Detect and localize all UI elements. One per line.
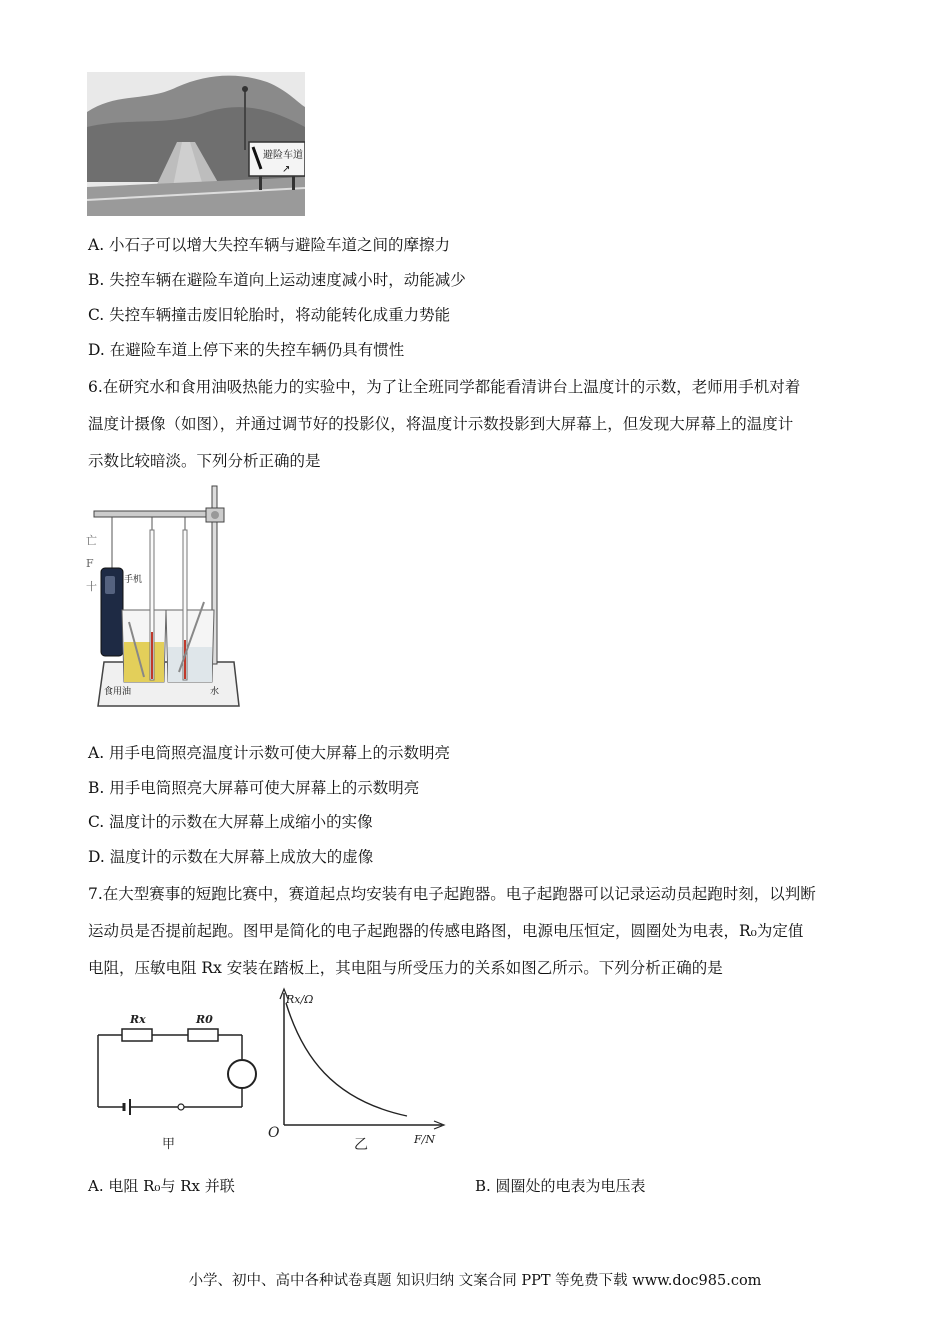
experiment-svg bbox=[84, 482, 244, 714]
q6-option-a: A. 用手电筒照亮温度计示数可使大屏幕上的示数明亮 bbox=[88, 744, 451, 762]
q6-stem-line-1: 6.在研究水和食用油吸热能力的实验中，为了让全班同学都能看清讲台上温度计的示数，老师用手机对着 bbox=[88, 378, 801, 396]
ramp-sign-text: 避险车道 bbox=[263, 150, 303, 161]
graph-svg bbox=[262, 985, 452, 1155]
r0-label: R0 bbox=[196, 1013, 213, 1026]
q7-option-b: B. 圆圈处的电表为电压表 bbox=[475, 1177, 646, 1195]
q5-option-b: B. 失控车辆在避险车道向上运动速度减小时，动能减少 bbox=[88, 271, 466, 289]
y-axis-label: Rx/Ω bbox=[286, 993, 314, 1006]
x-axis-label: F/N bbox=[414, 1133, 435, 1146]
rx-curve bbox=[286, 1003, 407, 1116]
q5-option-a: A. 小石子可以增大失控车辆与避险车道之间的摩擦力 bbox=[88, 236, 451, 254]
oil-label: 食用油 bbox=[104, 687, 132, 697]
origin-label: O bbox=[268, 1125, 280, 1141]
circuit-diagram-jia bbox=[90, 1005, 260, 1155]
svg-text:↗: ↗ bbox=[282, 164, 291, 175]
q7-stem-line-2: 运动员是否提前起跑。图甲是简化的电子起跑器的传感电路图，电源电压恒定，圆圈处为电表，R₀为定值 bbox=[88, 922, 804, 940]
r0-resistor-icon bbox=[188, 1029, 218, 1041]
switch-icon bbox=[178, 1104, 184, 1110]
page-footer: 小学、初中、高中各种试卷真题 知识归纳 文案合同 PPT 等免费下载 www.doc985.com bbox=[188, 1273, 762, 1289]
svg-text:十: 十 bbox=[86, 580, 97, 593]
rx-resistor-icon bbox=[122, 1029, 152, 1041]
meter-circle-icon bbox=[228, 1060, 256, 1088]
q6-option-c: C. 温度计的示数在大屏幕上成缩小的实像 bbox=[88, 813, 373, 831]
q6-option-d: D. 温度计的示数在大屏幕上成放大的虚像 bbox=[88, 848, 374, 866]
q6-stem-line-2: 温度计摄像（如图），并通过调节好的投影仪，将温度计示数投影到大屏幕上，但发现大屏幕上的温度计 bbox=[88, 415, 794, 433]
water-label: 水 bbox=[210, 687, 220, 697]
q6-option-b: B. 用手电筒照亮大屏幕可使大屏幕上的示数明亮 bbox=[88, 779, 420, 797]
q5-option-d: D. 在避险车道上停下来的失控车辆仍具有惯性 bbox=[88, 341, 405, 359]
phone-label: 手机 bbox=[124, 575, 143, 585]
svg-text:F: F bbox=[86, 557, 94, 570]
rx-label: Rx bbox=[130, 1013, 146, 1026]
runaway-ramp-photo bbox=[87, 72, 305, 216]
graph-caption: 乙 bbox=[354, 1137, 368, 1153]
q5-option-c: C. 失控车辆撞击废旧轮胎时，将动能转化成重力势能 bbox=[88, 306, 451, 324]
circuit-caption: 甲 bbox=[162, 1137, 176, 1152]
q6-stem-line-3: 示数比较暗淡。下列分析正确的是 bbox=[88, 452, 321, 470]
ramp-photo-svg bbox=[87, 72, 305, 216]
circuit-svg bbox=[90, 1005, 260, 1155]
thermometer-experiment-figure bbox=[84, 482, 244, 714]
q7-stem-line-3: 电阻，压敏电阻 Rx 安装在踏板上，其电阻与所受压力的关系如图乙所示。下列分析正确的是 bbox=[88, 959, 723, 977]
resistance-force-graph bbox=[262, 985, 452, 1155]
svg-text:亡: 亡 bbox=[86, 534, 97, 547]
q7-stem-line-1: 7.在大型赛事的短跑比赛中，赛道起点均安装有电子起跑器。电子起跑器可以记录运动员起跑时刻，以判断 bbox=[88, 885, 816, 903]
q7-option-a: A. 电阻 R₀与 Rx 并联 bbox=[88, 1177, 235, 1195]
